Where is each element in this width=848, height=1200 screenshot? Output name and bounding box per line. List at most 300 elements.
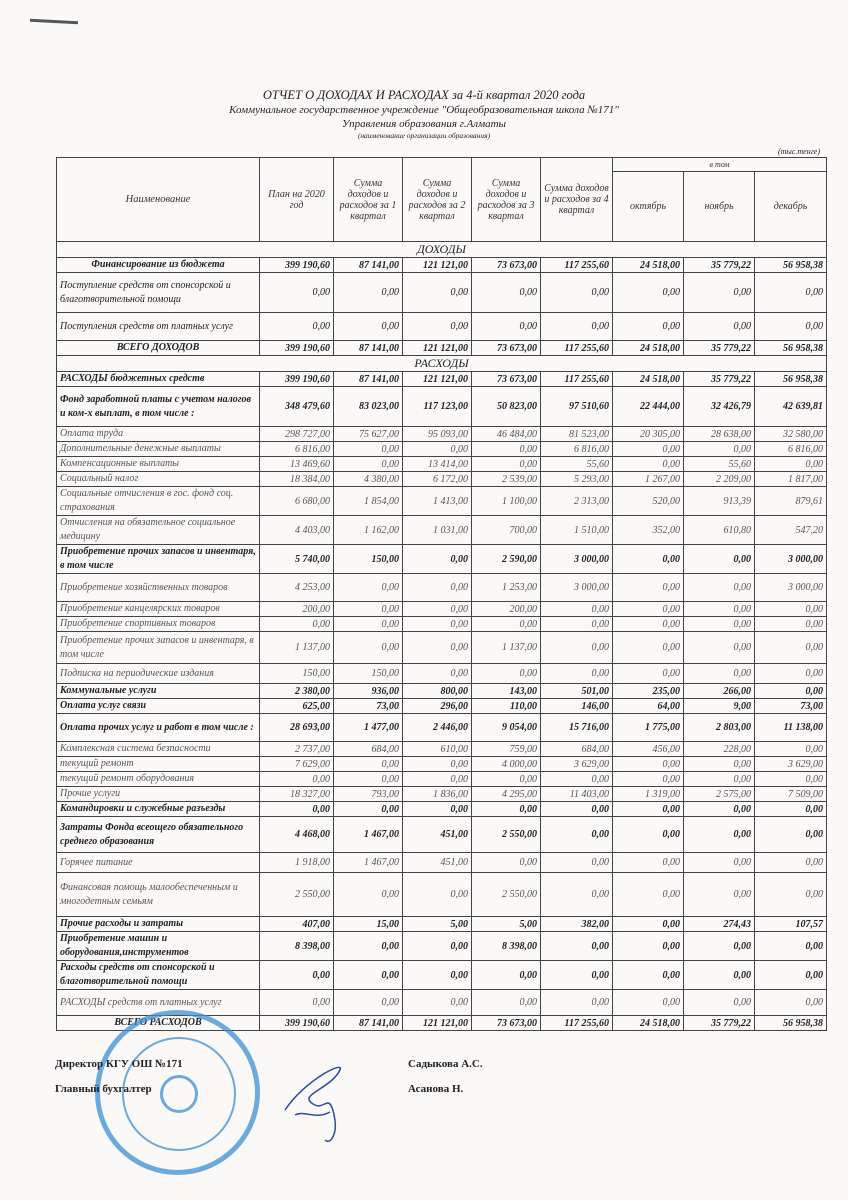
cell-oct: 0,00 (613, 853, 684, 873)
department-name: Управления образования г.Алматы (341, 118, 507, 130)
cell-q3: 73 673,00 (472, 341, 541, 356)
cell-q1: 0,00 (334, 442, 403, 457)
cell-q3: 73 673,00 (472, 372, 541, 387)
cell-q3: 0,00 (472, 802, 541, 817)
row-label: Затраты Фонда всеощего обязательного среднего образования (57, 817, 260, 853)
cell-q1: 0,00 (334, 273, 403, 313)
cell-q2: 0,00 (403, 602, 472, 617)
cell-nov: 32 426,79 (684, 387, 755, 427)
cell-q3: 2 550,00 (472, 817, 541, 853)
cell-oct: 0,00 (613, 990, 684, 1016)
cell-dec: 42 639,81 (755, 387, 827, 427)
cell-nov: 2 575,00 (684, 787, 755, 802)
cell-q1: 0,00 (334, 873, 403, 917)
cell-q4: 15 716,00 (541, 714, 613, 742)
col-header-dec: декабрь (755, 172, 827, 242)
cell-q3: 1 253,00 (472, 574, 541, 602)
cell-nov: 0,00 (684, 853, 755, 873)
stamp-emblem-icon (160, 1075, 198, 1113)
cell-q3: 4 000,00 (472, 757, 541, 772)
cell-q2: 800,00 (403, 684, 472, 699)
cell-q2: 0,00 (403, 873, 472, 917)
cell-q4: 117 255,60 (541, 372, 613, 387)
cell-q2: 0,00 (403, 961, 472, 990)
cell-q1: 1 477,00 (334, 714, 403, 742)
org-caption: (наименование организации образования) (357, 131, 491, 140)
cell-nov: 0,00 (684, 757, 755, 772)
cell-oct: 0,00 (613, 917, 684, 932)
cell-nov: 0,00 (684, 990, 755, 1016)
cell-dec: 32 580,00 (755, 427, 827, 442)
cell-plan: 7 629,00 (260, 757, 334, 772)
table-row (57, 817, 827, 853)
cell-oct: 1 319,00 (613, 787, 684, 802)
cell-dec: 107,57 (755, 917, 827, 932)
cell-oct: 0,00 (613, 273, 684, 313)
cell-q2: 451,00 (403, 817, 472, 853)
col-header-plan: План на 2020 год (260, 158, 334, 242)
cell-dec: 0,00 (755, 273, 827, 313)
cell-q4: 5 293,00 (541, 472, 613, 487)
cell-nov: 274,43 (684, 917, 755, 932)
cell-dec: 56 958,38 (755, 341, 827, 356)
cell-q3: 0,00 (472, 457, 541, 472)
cell-plan: 0,00 (260, 772, 334, 787)
cell-q2: 0,00 (403, 757, 472, 772)
row-label: Подписка на периодические издания (57, 664, 260, 684)
cell-q3: 1 100,00 (472, 487, 541, 516)
cell-nov: 0,00 (684, 932, 755, 961)
cell-dec: 0,00 (755, 990, 827, 1016)
cell-nov: 913,39 (684, 487, 755, 516)
table-row (57, 545, 827, 574)
cell-dec: 0,00 (755, 932, 827, 961)
cell-plan: 399 190,60 (260, 1016, 334, 1031)
col-header-q4: Сумма доходов и расходов за 4 квартал (541, 158, 613, 242)
cell-oct: 235,00 (613, 684, 684, 699)
cell-q2: 0,00 (403, 664, 472, 684)
cell-q2: 0,00 (403, 932, 472, 961)
table-row (57, 487, 827, 516)
cell-q4: 0,00 (541, 817, 613, 853)
cell-q1: 87 141,00 (334, 1016, 403, 1031)
cell-plan: 1 137,00 (260, 632, 334, 664)
cell-q4: 117 255,60 (541, 341, 613, 356)
cell-plan: 348 479,60 (260, 387, 334, 427)
cell-q3: 9 054,00 (472, 714, 541, 742)
cell-oct: 22 444,00 (613, 387, 684, 427)
row-label: текущий ремонт оборудования (57, 772, 260, 787)
cell-q3: 1 137,00 (472, 632, 541, 664)
cell-nov: 0,00 (684, 664, 755, 684)
cell-q1: 73,00 (334, 699, 403, 714)
cell-oct: 1 267,00 (613, 472, 684, 487)
cell-plan: 18 384,00 (260, 472, 334, 487)
accountant-name: Асанова Н. (408, 1083, 464, 1095)
cell-dec: 56 958,38 (755, 1016, 827, 1031)
cell-q1: 150,00 (334, 545, 403, 574)
cell-q2: 5,00 (403, 917, 472, 932)
table-row (57, 802, 827, 817)
cell-nov: 228,00 (684, 742, 755, 757)
cell-q4: 6 816,00 (541, 442, 613, 457)
cell-nov: 610,80 (684, 516, 755, 545)
cell-dec: 0,00 (755, 664, 827, 684)
cell-oct: 0,00 (613, 632, 684, 664)
scan-mark (30, 19, 78, 25)
row-label: Социальные отчисления в гос. фонд соц. страхования (57, 487, 260, 516)
table-row (57, 853, 827, 873)
row-label: ВСЕГО ДОХОДОВ (57, 341, 260, 356)
cell-q1: 684,00 (334, 742, 403, 757)
cell-q4: 0,00 (541, 617, 613, 632)
cell-q4: 11 403,00 (541, 787, 613, 802)
cell-oct: 0,00 (613, 574, 684, 602)
cell-q4: 501,00 (541, 684, 613, 699)
cell-q1: 793,00 (334, 787, 403, 802)
cell-oct: 20 305,00 (613, 427, 684, 442)
cell-oct: 0,00 (613, 757, 684, 772)
report-title: ОТЧЕТ О ДОХОДАХ И РАСХОДАХ за 4-й квартал 2020 года (262, 88, 586, 102)
cell-dec: 0,00 (755, 802, 827, 817)
cell-q2: 0,00 (403, 617, 472, 632)
table-row (57, 772, 827, 787)
cell-q1: 150,00 (334, 664, 403, 684)
cell-dec: 0,00 (755, 961, 827, 990)
row-label: ВСЕГО РАСХОДОВ (57, 1016, 260, 1031)
cell-q2: 95 093,00 (403, 427, 472, 442)
cell-dec: 0,00 (755, 873, 827, 917)
cell-q3: 46 484,00 (472, 427, 541, 442)
table-row (57, 787, 827, 802)
cell-oct: 0,00 (613, 602, 684, 617)
table-row (57, 516, 827, 545)
cell-nov: 0,00 (684, 772, 755, 787)
cell-oct: 0,00 (613, 545, 684, 574)
cell-nov: 0,00 (684, 574, 755, 602)
cell-dec: 0,00 (755, 772, 827, 787)
table-row (57, 472, 827, 487)
accountant-label: Главный бухгалтер (55, 1083, 152, 1095)
cell-dec: 0,00 (755, 602, 827, 617)
cell-q1: 0,00 (334, 757, 403, 772)
cell-q2: 451,00 (403, 853, 472, 873)
cell-dec: 0,00 (755, 632, 827, 664)
cell-q3: 0,00 (472, 772, 541, 787)
cell-oct: 24 518,00 (613, 341, 684, 356)
cell-plan: 1 918,00 (260, 853, 334, 873)
table-row (57, 574, 827, 602)
cell-oct: 24 518,00 (613, 258, 684, 273)
cell-dec: 73,00 (755, 699, 827, 714)
cell-q2: 2 446,00 (403, 714, 472, 742)
row-label: Приобретение хозяйственных товаров (57, 574, 260, 602)
cell-dec: 0,00 (755, 817, 827, 853)
table-row (57, 258, 827, 273)
cell-q4: 3 629,00 (541, 757, 613, 772)
cell-plan: 2 550,00 (260, 873, 334, 917)
cell-oct: 0,00 (613, 664, 684, 684)
cell-oct: 0,00 (613, 961, 684, 990)
cell-q1: 0,00 (334, 457, 403, 472)
cell-q2: 0,00 (403, 442, 472, 457)
table-row (57, 341, 827, 356)
cell-q4: 0,00 (541, 990, 613, 1016)
table-row (57, 714, 827, 742)
cell-plan: 0,00 (260, 313, 334, 341)
cell-plan: 298 727,00 (260, 427, 334, 442)
cell-q4: 0,00 (541, 932, 613, 961)
cell-plan: 6 680,00 (260, 487, 334, 516)
table-row (57, 961, 827, 990)
cell-plan: 2 737,00 (260, 742, 334, 757)
table-row (57, 602, 827, 617)
table-row (57, 699, 827, 714)
cell-dec: 879,61 (755, 487, 827, 516)
cell-q2: 0,00 (403, 632, 472, 664)
cell-q3: 0,00 (472, 617, 541, 632)
report-header (0, 88, 848, 141)
row-label: Приобретение спортивных товаров (57, 617, 260, 632)
col-header-nov: ноябрь (684, 172, 755, 242)
cell-q2: 121 121,00 (403, 258, 472, 273)
cell-plan: 399 190,60 (260, 258, 334, 273)
cell-q2: 121 121,00 (403, 1016, 472, 1031)
cell-oct: 0,00 (613, 802, 684, 817)
cell-q4: 0,00 (541, 961, 613, 990)
cell-oct: 0,00 (613, 313, 684, 341)
cell-oct: 456,00 (613, 742, 684, 757)
cell-plan: 18 327,00 (260, 787, 334, 802)
row-label: текущий ремонт (57, 757, 260, 772)
cell-oct: 0,00 (613, 457, 684, 472)
table-row (57, 273, 827, 313)
row-label: Социальный налог (57, 472, 260, 487)
cell-plan: 0,00 (260, 961, 334, 990)
cell-q2: 1 836,00 (403, 787, 472, 802)
cell-q1: 0,00 (334, 602, 403, 617)
organization-name: Коммунальное государственное учреждение "Общеобразовательная школа №171" (229, 104, 619, 116)
cell-q3: 143,00 (472, 684, 541, 699)
expense-section-header: РАСХОДЫ (57, 356, 827, 372)
cell-nov: 2 803,00 (684, 714, 755, 742)
cell-dec: 3 000,00 (755, 574, 827, 602)
cell-q2: 0,00 (403, 574, 472, 602)
cell-nov: 0,00 (684, 632, 755, 664)
cell-nov: 0,00 (684, 545, 755, 574)
cell-oct: 24 518,00 (613, 1016, 684, 1031)
cell-q2: 0,00 (403, 545, 472, 574)
income-expense-table (56, 157, 827, 1031)
row-label: Прочие услуги (57, 787, 260, 802)
cell-q3: 2 590,00 (472, 545, 541, 574)
row-label: Отчисления на обязательное социальное медицину (57, 516, 260, 545)
cell-plan: 407,00 (260, 917, 334, 932)
director-label: Директор КГУ ОШ №171 (55, 1058, 183, 1070)
cell-q1: 1 162,00 (334, 516, 403, 545)
cell-q2: 0,00 (403, 313, 472, 341)
table-row (57, 427, 827, 442)
row-label: Прочие расходы и затраты (57, 917, 260, 932)
cell-dec: 56 958,38 (755, 372, 827, 387)
cell-q2: 1 031,00 (403, 516, 472, 545)
cell-plan: 6 816,00 (260, 442, 334, 457)
row-label: Оплата прочих услуг и работ в том числе : (57, 714, 260, 742)
cell-oct: 0,00 (613, 442, 684, 457)
cell-q2: 6 172,00 (403, 472, 472, 487)
cell-dec: 0,00 (755, 742, 827, 757)
row-label: Приобретение машин и оборудования,инструментов (57, 932, 260, 961)
cell-nov: 0,00 (684, 817, 755, 853)
cell-nov: 2 209,00 (684, 472, 755, 487)
cell-plan: 0,00 (260, 273, 334, 313)
cell-nov: 266,00 (684, 684, 755, 699)
cell-q2: 117 123,00 (403, 387, 472, 427)
cell-oct: 64,00 (613, 699, 684, 714)
cell-dec: 3 000,00 (755, 545, 827, 574)
cell-nov: 9,00 (684, 699, 755, 714)
row-label: Компенсационные выплаты (57, 457, 260, 472)
cell-q3: 0,00 (472, 442, 541, 457)
cell-plan: 4 403,00 (260, 516, 334, 545)
cell-q4: 0,00 (541, 873, 613, 917)
table-row (57, 387, 827, 427)
cell-q2: 0,00 (403, 273, 472, 313)
cell-q4: 0,00 (541, 273, 613, 313)
cell-q3: 0,00 (472, 273, 541, 313)
cell-q1: 936,00 (334, 684, 403, 699)
cell-q1: 0,00 (334, 632, 403, 664)
cell-q4: 684,00 (541, 742, 613, 757)
cell-dec: 6 816,00 (755, 442, 827, 457)
cell-q1: 15,00 (334, 917, 403, 932)
row-label: Фонд заработной платы с учетом налогов и ком-х выплат, в том числе : (57, 387, 260, 427)
cell-q4: 117 255,60 (541, 258, 613, 273)
cell-q3: 73 673,00 (472, 258, 541, 273)
cell-q1: 87 141,00 (334, 258, 403, 273)
cell-q4: 81 523,00 (541, 427, 613, 442)
row-label: Расходы средств от спонсорской и благотворительной помощи (57, 961, 260, 990)
cell-q3: 0,00 (472, 961, 541, 990)
table-row (57, 742, 827, 757)
cell-dec: 0,00 (755, 313, 827, 341)
cell-q1: 1 467,00 (334, 817, 403, 853)
row-label: Поступления средств от платных услуг (57, 313, 260, 341)
row-label: Горячее питание (57, 853, 260, 873)
cell-q4: 382,00 (541, 917, 613, 932)
cell-q1: 0,00 (334, 574, 403, 602)
row-label: РАСХОДЫ средств от платных услуг (57, 990, 260, 1016)
cell-oct: 1 775,00 (613, 714, 684, 742)
cell-plan: 5 740,00 (260, 545, 334, 574)
cell-q2: 1 413,00 (403, 487, 472, 516)
cell-dec: 547,20 (755, 516, 827, 545)
cell-oct: 0,00 (613, 932, 684, 961)
cell-q4: 0,00 (541, 772, 613, 787)
cell-nov: 0,00 (684, 802, 755, 817)
income-section-header: ДОХОДЫ (57, 242, 827, 258)
cell-q1: 87 141,00 (334, 341, 403, 356)
cell-plan: 4 253,00 (260, 574, 334, 602)
row-label: РАСХОДЫ бюджетных средств (57, 372, 260, 387)
cell-q1: 0,00 (334, 313, 403, 341)
cell-oct: 0,00 (613, 617, 684, 632)
cell-q4: 97 510,60 (541, 387, 613, 427)
cell-q4: 0,00 (541, 602, 613, 617)
row-label: Приобретение канцелярских товаров (57, 602, 260, 617)
cell-dec: 1 817,00 (755, 472, 827, 487)
cell-nov: 35 779,22 (684, 1016, 755, 1031)
cell-q2: 13 414,00 (403, 457, 472, 472)
cell-q3: 50 823,00 (472, 387, 541, 427)
cell-q3: 0,00 (472, 313, 541, 341)
cell-plan: 28 693,00 (260, 714, 334, 742)
units-label: (тыс.тенге) (777, 147, 820, 156)
cell-q3: 110,00 (472, 699, 541, 714)
cell-q1: 0,00 (334, 990, 403, 1016)
cell-q3: 8 398,00 (472, 932, 541, 961)
cell-nov: 28 638,00 (684, 427, 755, 442)
cell-plan: 625,00 (260, 699, 334, 714)
director-name: Садыкова А.С. (408, 1058, 483, 1070)
row-label: Командировки и служебные разъезды (57, 802, 260, 817)
cell-q3: 2 539,00 (472, 472, 541, 487)
row-label: Комплексная система безпасности (57, 742, 260, 757)
cell-nov: 35 779,22 (684, 258, 755, 273)
cell-q4: 0,00 (541, 664, 613, 684)
cell-oct: 24 518,00 (613, 372, 684, 387)
cell-q2: 296,00 (403, 699, 472, 714)
table-row (57, 617, 827, 632)
cell-dec: 56 958,38 (755, 258, 827, 273)
row-label: Коммунальные услуги (57, 684, 260, 699)
signature (275, 1050, 355, 1150)
cell-q1: 0,00 (334, 617, 403, 632)
cell-oct: 352,00 (613, 516, 684, 545)
cell-nov: 0,00 (684, 313, 755, 341)
cell-dec: 0,00 (755, 617, 827, 632)
cell-q3: 4 295,00 (472, 787, 541, 802)
row-label: Приобретение прочих запасов и инвентаря, в том числе (57, 632, 260, 664)
table-row (57, 632, 827, 664)
cell-oct: 0,00 (613, 772, 684, 787)
cell-dec: 7 509,00 (755, 787, 827, 802)
cell-q4: 117 255,60 (541, 1016, 613, 1031)
cell-q2: 0,00 (403, 802, 472, 817)
cell-q4: 3 000,00 (541, 574, 613, 602)
table-row (57, 917, 827, 932)
cell-q2: 0,00 (403, 990, 472, 1016)
cell-dec: 0,00 (755, 684, 827, 699)
cell-plan: 0,00 (260, 990, 334, 1016)
col-header-name: Наименование (57, 158, 260, 242)
row-label: Оплата труда (57, 427, 260, 442)
row-label: Приобретение прочих запасов и инвентаря, в том числе (57, 545, 260, 574)
cell-q4: 0,00 (541, 632, 613, 664)
cell-oct: 520,00 (613, 487, 684, 516)
cell-q1: 4 380,00 (334, 472, 403, 487)
cell-q2: 121 121,00 (403, 372, 472, 387)
cell-q1: 0,00 (334, 932, 403, 961)
cell-q4: 3 000,00 (541, 545, 613, 574)
col-header-oct: октябрь (613, 172, 684, 242)
cell-q4: 146,00 (541, 699, 613, 714)
cell-nov: 0,00 (684, 273, 755, 313)
cell-q1: 0,00 (334, 772, 403, 787)
table-row (57, 757, 827, 772)
cell-q1: 83 023,00 (334, 387, 403, 427)
cell-q1: 75 627,00 (334, 427, 403, 442)
